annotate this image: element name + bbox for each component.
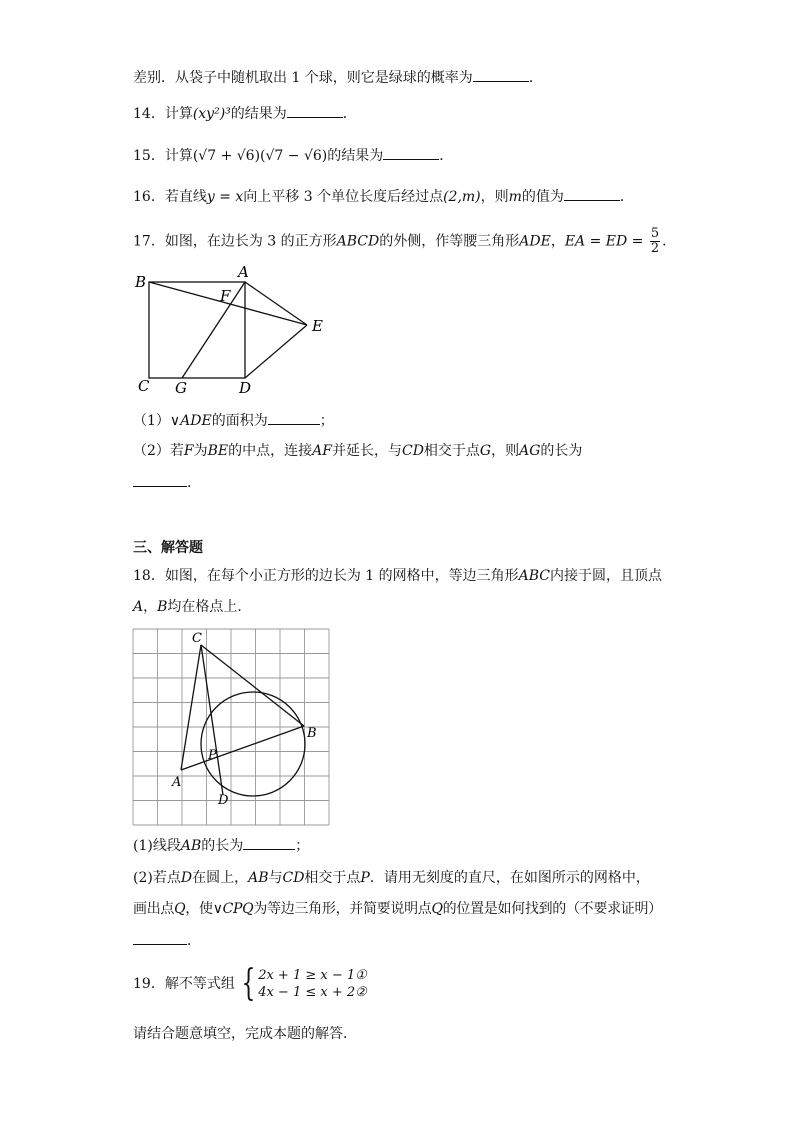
inequality-1: 2x + 1 ≥ x − 1①: [258, 968, 367, 983]
answer-blank[interactable]: [287, 103, 343, 118]
label-g: G: [175, 379, 187, 397]
q17-sub2: （2）若F为BE的中点，连接AF并延长，与CD相交于点G，则AG的长为: [133, 443, 583, 459]
q14-expression: (xy²)³: [192, 106, 231, 122]
question-14: 14．计算(xy²)³的结果为 ．: [133, 103, 357, 124]
q18-sub1: (1)线段AB的长为 ；: [133, 835, 309, 856]
brace-icon: {: [241, 963, 256, 1004]
q18-sub2-answer: ．: [133, 930, 201, 951]
segment-ag: [182, 282, 245, 378]
segment-cd: [201, 645, 223, 795]
answer-blank[interactable]: [473, 67, 529, 82]
label-b: B: [307, 726, 317, 741]
question-15: 15．计算(√7 + √6)(√7 − √6)的结果为 ．: [133, 145, 453, 166]
q17-square-figure: [130, 262, 340, 397]
q18-grid-figure: [128, 624, 338, 834]
q15-expression: (√7 + √6)(√7 − √6): [192, 148, 328, 164]
segment-de: [245, 325, 307, 378]
segment-ae: [245, 282, 307, 325]
answer-blank[interactable]: [268, 410, 320, 425]
label-b: B: [135, 273, 147, 291]
label-d: D: [218, 793, 229, 808]
label-p: P: [208, 748, 217, 763]
label-c: C: [192, 631, 202, 646]
question-19: 19．解不等式组 { 2x + 1 ≥ x − 1① 4x − 1 ≤ x + 2②: [133, 963, 367, 1004]
label-a: A: [238, 263, 249, 281]
label-d: D: [239, 379, 252, 397]
answer-blank[interactable]: [133, 472, 187, 487]
fraction: $\frac{5}{2}$: [650, 226, 660, 256]
segment-cb: [201, 645, 304, 726]
label-e: E: [312, 317, 323, 335]
question-17: 17．如图，在边长为 3 的正方形ABCD的外侧，作等腰三角形ADE，EA = ED = $\frac{5}{2}$ ．: [133, 226, 677, 256]
square-abcd: [149, 282, 245, 378]
answer-blank[interactable]: [383, 145, 439, 160]
answer-blank[interactable]: [243, 835, 295, 850]
segment-ab: [181, 726, 304, 770]
question-16: 16．若直线y = x向上平移 3 个单位长度后经过点(2,m)，则m的值为 ．: [133, 186, 634, 207]
label-f: F: [220, 287, 231, 305]
label-c: C: [138, 377, 150, 395]
q19-instruction: 请结合题意填空，完成本题的解答．: [133, 1026, 357, 1042]
question-18: 18．如图，在每个小正方形的边长为 1 的网格中，等边三角形ABC内接于圆，且顶点: [133, 568, 663, 584]
q13-tail-line: 差别．从袋子中随机取出 1 个球，则它是绿球的概率为 ．: [133, 67, 543, 88]
label-a: A: [172, 775, 182, 790]
question-18-line2: A，B均在格点上．: [133, 599, 252, 615]
q17-sub2-answer: ．: [133, 472, 201, 493]
answer-blank[interactable]: [564, 186, 620, 201]
inequality-2: 4x − 1 ≤ x + 2②: [258, 985, 367, 1000]
q18-sub2: (2)若点D在圆上，AB与CD相交于点P．请用无刻度的直尺，在如图所示的网格中，: [133, 870, 650, 886]
q18-sub2-line2: 画出点Q，使∨CPQ为等边三角形，并简要说明点Q的位置是如何找到的（不要求证明）: [133, 901, 662, 917]
section-heading: 三、解答题: [133, 540, 203, 556]
q17-sub1: （1）∨ADE的面积为 ；: [133, 410, 334, 431]
answer-blank[interactable]: [133, 930, 187, 945]
